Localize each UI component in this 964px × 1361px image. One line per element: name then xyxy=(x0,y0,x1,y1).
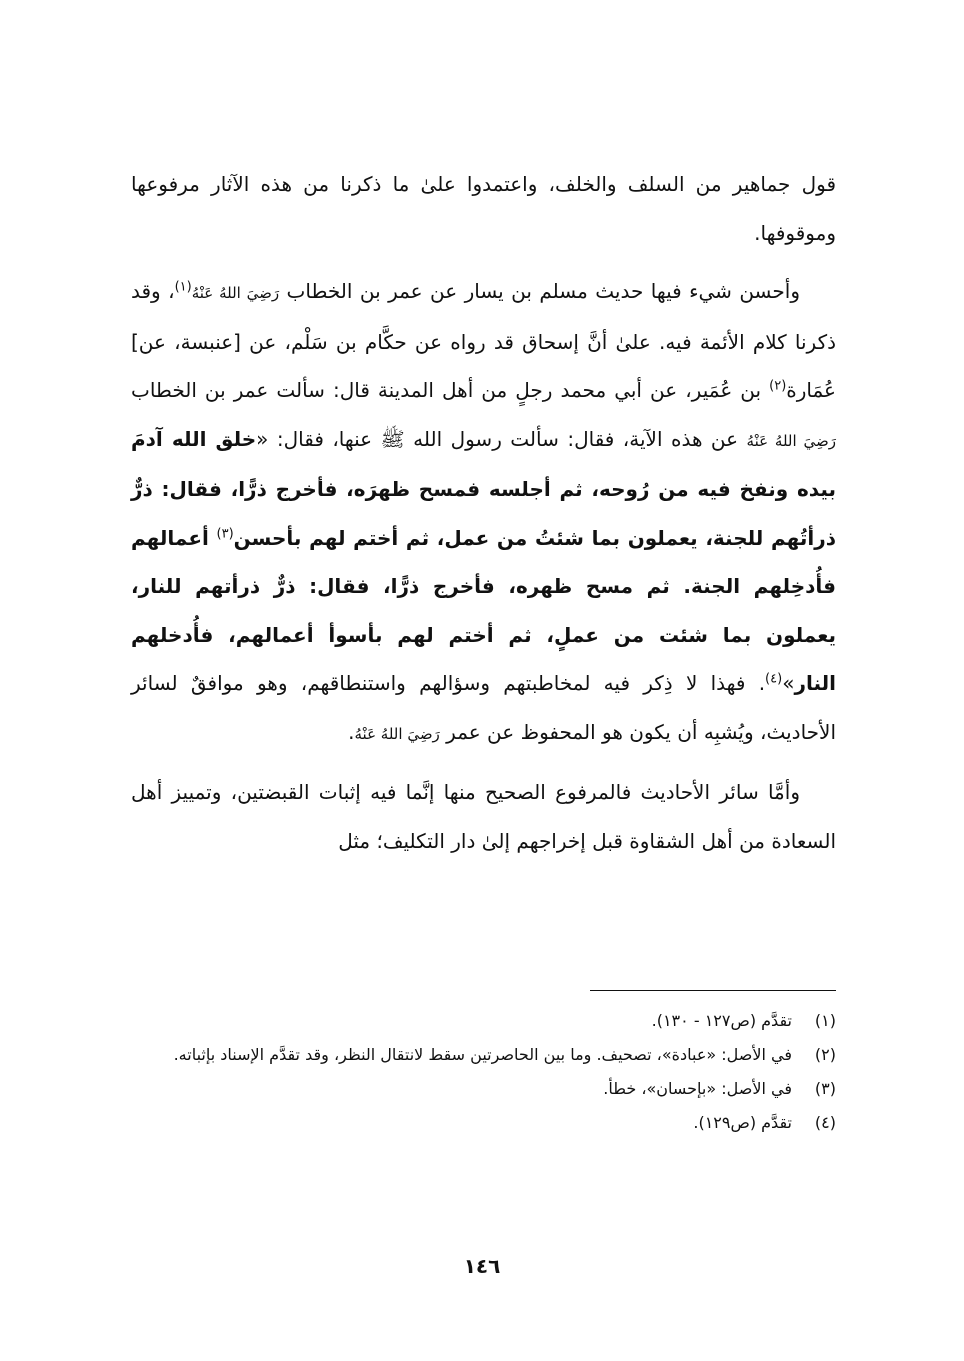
text-segment: وأحسن شيء فيها حديث مسلم بن يسار عن عمر بن الخطاب xyxy=(279,279,800,303)
text-segment: » xyxy=(782,671,795,695)
footnote xyxy=(131,1072,836,1106)
footnote-text: تقدَّم (ص١٢٩). xyxy=(693,1113,792,1132)
footnote-ref-2[interactable]: (٢) xyxy=(769,378,787,394)
paragraph-2 xyxy=(131,267,836,758)
text-segment: عنها، فقال: « xyxy=(256,426,381,451)
hadith-text: خلق الله آدمَ بيده ونفخ فيه من رُوحه، ثم أجلسه فمسح ظهرَه، فأخرج ذرًّا، فقال: ذرٌّ ذرأتُهم للجنة، يعملون بما شئتُ من عمل، ثم أختم لهم بأحسن xyxy=(131,426,836,550)
footnote-text: في الأصل: «بإحسان»، خطأ. xyxy=(603,1079,792,1098)
honorific-radiallahu-anhu: رَضِيَ اللهُ عَنْهُ xyxy=(191,284,280,302)
footnote-text: تقدَّم (ص١٢٧ - ١٣٠). xyxy=(651,1011,792,1030)
text-segment: عن هذه الآية، فقال: سألت رسول الله xyxy=(404,426,747,451)
hadith-text: أعمالهم فأُدخِلهم الجنة. ثم مسح ظهره، فأخرج ذرًّا، فقال: ذرٌّ ذرأتهم للنار، يعملون بما شئت من عملٍ، ثم أختم لهم بأسوأ أعمالهم، فأُدخلهم النار xyxy=(131,525,836,695)
footnote-ref-4[interactable]: (٤) xyxy=(765,671,783,687)
footnote-number: (٤) xyxy=(814,1113,836,1132)
footnote xyxy=(131,1038,836,1072)
main-text xyxy=(131,160,836,875)
footnote-ref-3[interactable]: (٣) xyxy=(216,525,234,541)
footnote xyxy=(131,1106,836,1140)
footnote-divider xyxy=(590,990,836,991)
text-segment: . فهذا لا ذِكر فيه لمخاطبتهم وسؤالهم واستنطاقهم، وهو موافقٌ لسائر الأحاديث، ويُشبِه أن يكون هو المحفوظ عن عمر xyxy=(131,671,836,744)
page-number: ١٤٦ xyxy=(463,1254,501,1278)
footnote-ref-1[interactable]: (١) xyxy=(174,279,192,295)
text-segment: ، وقد ذكرنا كلام الأئمة فيه. علىٰ أنَّ إسحاق قد رواه عن حكَّام بن سَلْم، عن [عنبسة، عن] عُمَارة xyxy=(131,279,836,402)
footnote-number: (٣) xyxy=(814,1079,836,1098)
text-segment: بن عُمَير، عن أبي محمد رجلٍ من أهل المدينة قال: سألت عمر بن الخطاب xyxy=(131,378,770,402)
footnote-text: في الأصل: «عبادة»، تصحيف. وما بين الحاصرتين سقط لانتقال النظر، وقد تقدَّم الإسناد بإثباته. xyxy=(173,1045,792,1064)
footnotes xyxy=(131,1004,836,1140)
footnote-number: (١) xyxy=(814,1011,836,1030)
footnote-number: (٢) xyxy=(814,1045,836,1064)
paragraph-1: قول جماهير من السلف والخلف، واعتمدوا علىٰ ما ذكرنا من هذه الآثار مرفوعها وموقوفها. xyxy=(131,172,836,245)
text-segment: . xyxy=(348,719,355,744)
paragraph-3: وأمَّا سائر الأحاديث فالمرفوع الصحيح منها إنَّما فيه إثبات القبضتين، وتمييز أهل السعادة من أهل الشقاوة قبل إخراجهم إلىٰ دار التكليف؛ مثل xyxy=(131,780,836,853)
honorific-radiallahu-anhu: رَضِيَ اللهُ عَنْهُ xyxy=(354,724,440,743)
honorific-salawat: ﷺ xyxy=(380,426,405,451)
footnote xyxy=(131,1004,836,1038)
honorific-radiallahu-anhu: رَضِيَ اللهُ عَنْهُ xyxy=(746,431,837,450)
